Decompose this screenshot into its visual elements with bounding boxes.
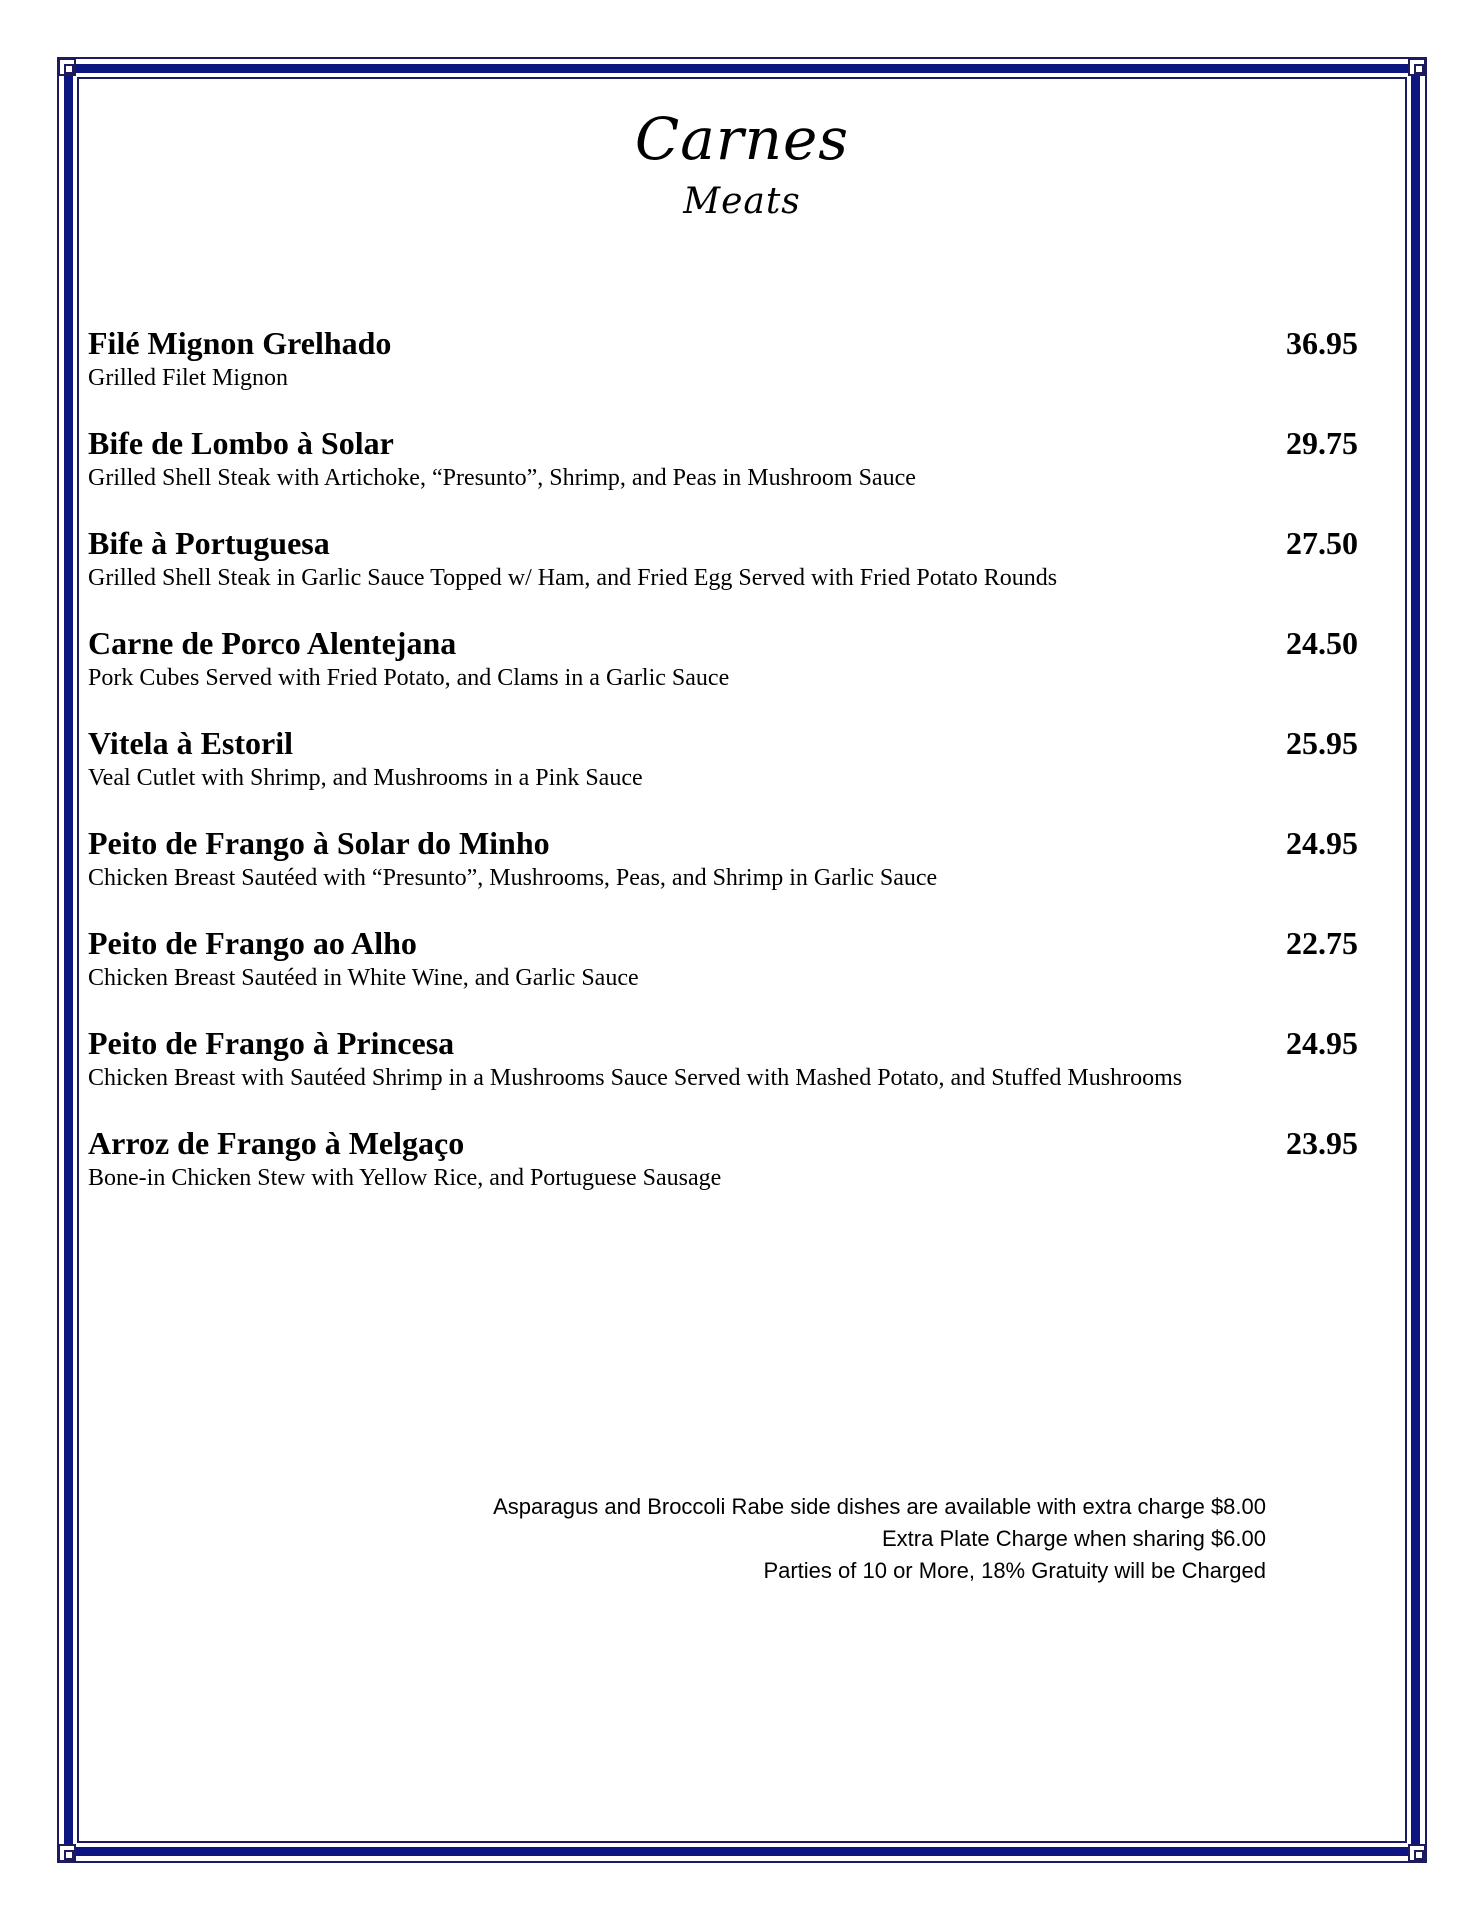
menu-item-name: Filé Mignon Grelhado (88, 325, 392, 361)
menu-item (88, 923, 1358, 993)
menu-item-description: Grilled Shell Steak in Garlic Sauce Topped w/ Ham, and Fried Egg Served with Fried Potato Rounds (88, 565, 1058, 591)
menu-item-description: Grilled Filet Mignon (88, 365, 288, 391)
menu-item-description: Veal Cutlet with Shrimp, and Mushrooms in a Pink Sauce (88, 765, 643, 791)
menu-item-description: Pork Cubes Served with Fried Potato, and Clams in a Garlic Sauce (88, 665, 730, 691)
menu-item (88, 1123, 1358, 1193)
menu-item-price: 27.50 (1286, 525, 1358, 561)
menu-item (88, 823, 1358, 893)
menu-item-name: Peito de Frango ao Alho (88, 925, 417, 961)
menu-item-description: Grilled Shell Steak with Artichoke, “Presunto”, Shrimp, and Peas in Mushroom Sauce (88, 465, 916, 491)
corner-ornament-bottom-left (58, 1844, 76, 1862)
menu-item-name: Carne de Porco Alentejana (88, 625, 457, 661)
menu-item (88, 323, 1358, 393)
menu-item-price: 24.50 (1286, 625, 1358, 661)
menu-notes (300, 1491, 1266, 1587)
menu-item-description: Chicken Breast Sautéed in White Wine, and Garlic Sauce (88, 965, 639, 991)
note-gratuity: Parties of 10 or More, 18% Gratuity will be Charged (763, 1558, 1266, 1583)
note-side-dishes: Asparagus and Broccoli Rabe side dishes are available with extra charge $8.00 (493, 1494, 1266, 1519)
menu-item (88, 423, 1358, 493)
menu-item (88, 1023, 1358, 1093)
menu-item (88, 623, 1358, 693)
menu-item-price: 29.75 (1286, 425, 1358, 461)
menu-item-name: Bife de Lombo à Solar (88, 425, 394, 461)
corner-ornament-top-right (1408, 58, 1426, 76)
menu-item-price: 24.95 (1286, 1025, 1358, 1061)
menu-item-name: Vitela à Estoril (88, 725, 293, 761)
menu-item-price: 23.95 (1286, 1125, 1358, 1161)
menu-item (88, 723, 1358, 793)
page-title: Carnes (634, 105, 850, 173)
menu-list (88, 323, 1358, 1223)
corner-ornament-bottom-right (1408, 1844, 1426, 1862)
menu-item (88, 523, 1358, 593)
menu-item-name: Arroz de Frango à Melgaço (88, 1125, 465, 1161)
menu-item-price: 24.95 (1286, 825, 1358, 861)
note-extra-plate: Extra Plate Charge when sharing $6.00 (881, 1526, 1266, 1551)
menu-item-name: Peito de Frango à Princesa (88, 1025, 455, 1061)
page-subtitle: Meats (683, 181, 801, 222)
corner-ornament-top-left (58, 58, 76, 76)
menu-item-price: 22.75 (1286, 925, 1358, 961)
menu-item-description: Chicken Breast Sautéed with “Presunto”, Mushrooms, Peas, and Shrimp in Garlic Sauce (88, 865, 938, 891)
menu-item-price: 36.95 (1286, 325, 1358, 361)
menu-item-description: Bone-in Chicken Stew with Yellow Rice, and Portuguese Sausage (88, 1165, 722, 1191)
menu-item-description: Chicken Breast with Sautéed Shrimp in a Mushrooms Sauce Served with Mashed Potato, and Stuffed Mushrooms (88, 1065, 1183, 1091)
menu-item-name: Bife à Portuguesa (88, 525, 330, 561)
menu-item-name: Peito de Frango à Solar do Minho (88, 825, 550, 861)
menu-item-price: 25.95 (1286, 725, 1358, 761)
